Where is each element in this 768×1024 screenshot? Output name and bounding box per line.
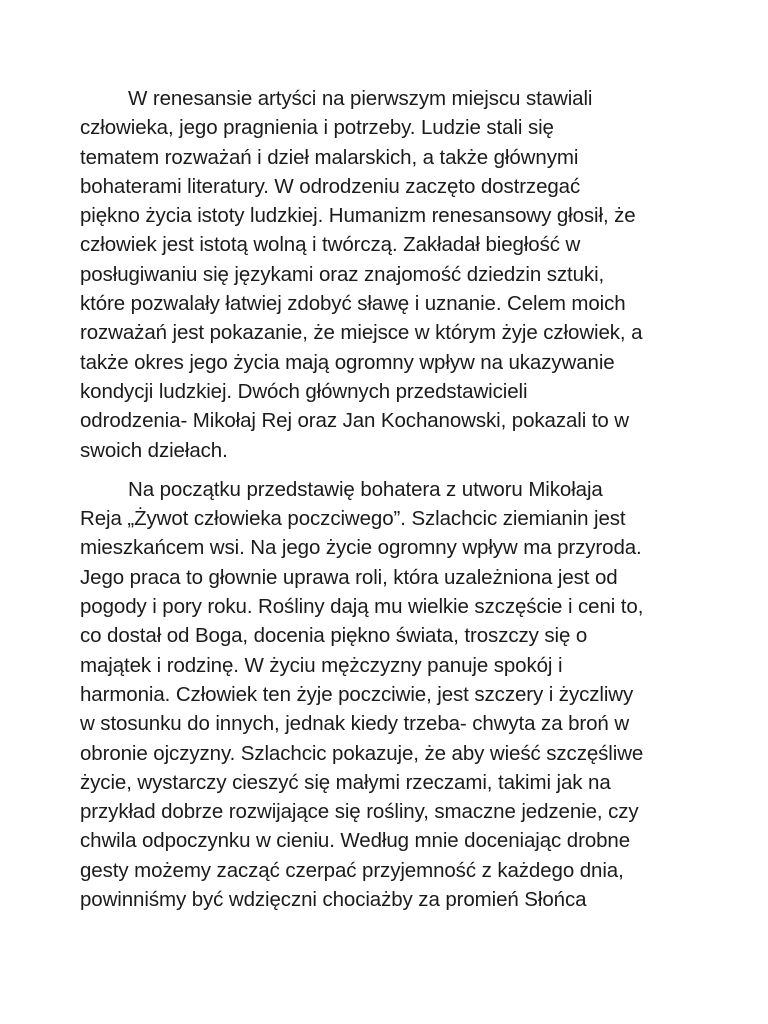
text-line: bohaterami literatury. W odrodzeniu zaczęto dostrzegać — [80, 174, 581, 198]
text-line: W renesansie artyści na pierwszym miejscu stawiali — [128, 87, 593, 110]
text-line: Jego praca to głownie uprawa roli, która uzależniona jest od — [80, 565, 618, 589]
text-line: przykład dobrze rozwijające się rośliny, smaczne jedzenie, czy — [80, 800, 639, 824]
text-line: Na początku przedstawię bohatera z utworu Mikołaja — [128, 477, 603, 501]
text-line: życie, wystarczy cieszyć się małymi rzeczami, takimi jak na — [80, 770, 611, 794]
text-line: posługiwaniu się językami oraz znajomość dziedzin sztuki, — [80, 262, 605, 286]
text-line: piękno życia istoty ludzkiej. Humanizm renesansowy głosił, że — [80, 204, 636, 228]
text-line: obronie ojczyzny. Szlachcic pokazuje, że aby wieść szczęśliwe — [80, 741, 644, 765]
text-line: które pozwalały łatwiej zdobyć sławę i uznanie. Celem moich — [80, 292, 626, 316]
text-line: człowieka, jego pragnienia i potrzeby. Ludzie stali się — [80, 116, 554, 140]
text-line: gesty możemy zacząć czerpać przyjemność z każdego dnia, — [80, 858, 624, 882]
text-line: co dostał od Boga, docenia piękno świata, troszczy się o — [80, 624, 588, 648]
text-line: także okres jego życia mają ogromny wpływ na ukazywanie — [80, 350, 615, 374]
text-line: kondycji ludzkiej. Dwóch głównych przedstawicieli — [80, 379, 528, 403]
text-line: majątek i rodzinę. W życiu mężczyzny panuje spokój i — [80, 653, 563, 677]
text-line: swoich dziełach. — [80, 438, 228, 462]
text-line: odrodzenia- Mikołaj Rej oraz Jan Kochanowski, pokazali to w — [80, 409, 630, 433]
text-line: rozważań jest pokazanie, że miejsce w którym żyje człowiek, a — [80, 321, 643, 345]
text-line: chwila odpoczynku w cieniu. Według mnie doceniając drobne — [80, 829, 631, 853]
text-line: w stosunku do innych, jednak kiedy trzeba- chwyta za broń w — [80, 712, 630, 736]
text-line: pogody i pory roku. Rośliny dają mu wielkie szczęście i ceni to, — [80, 595, 644, 619]
paragraph — [80, 84, 700, 465]
essay-text-block — [80, 84, 700, 924]
paragraph — [80, 475, 700, 914]
text-line: tematem rozważań i dzieł malarskich, a także głównymi — [80, 145, 579, 169]
text-line: mieszkańcem wsi. Na jego życie ogromny wpływ ma przyroda. — [80, 536, 642, 560]
text-line: powinniśmy być wdzięczni chociażby za promień Słońca — [80, 888, 587, 912]
text-line: człowiek jest istotą wolną i twórczą. Zakładał biegłość w — [80, 233, 581, 257]
text-line: Reja „Żywot człowieka poczciwego”. Szlachcic ziemianin jest — [80, 507, 626, 531]
text-line: harmonia. Człowiek ten żyje poczciwie, jest szczery i życzliwy — [80, 682, 634, 706]
